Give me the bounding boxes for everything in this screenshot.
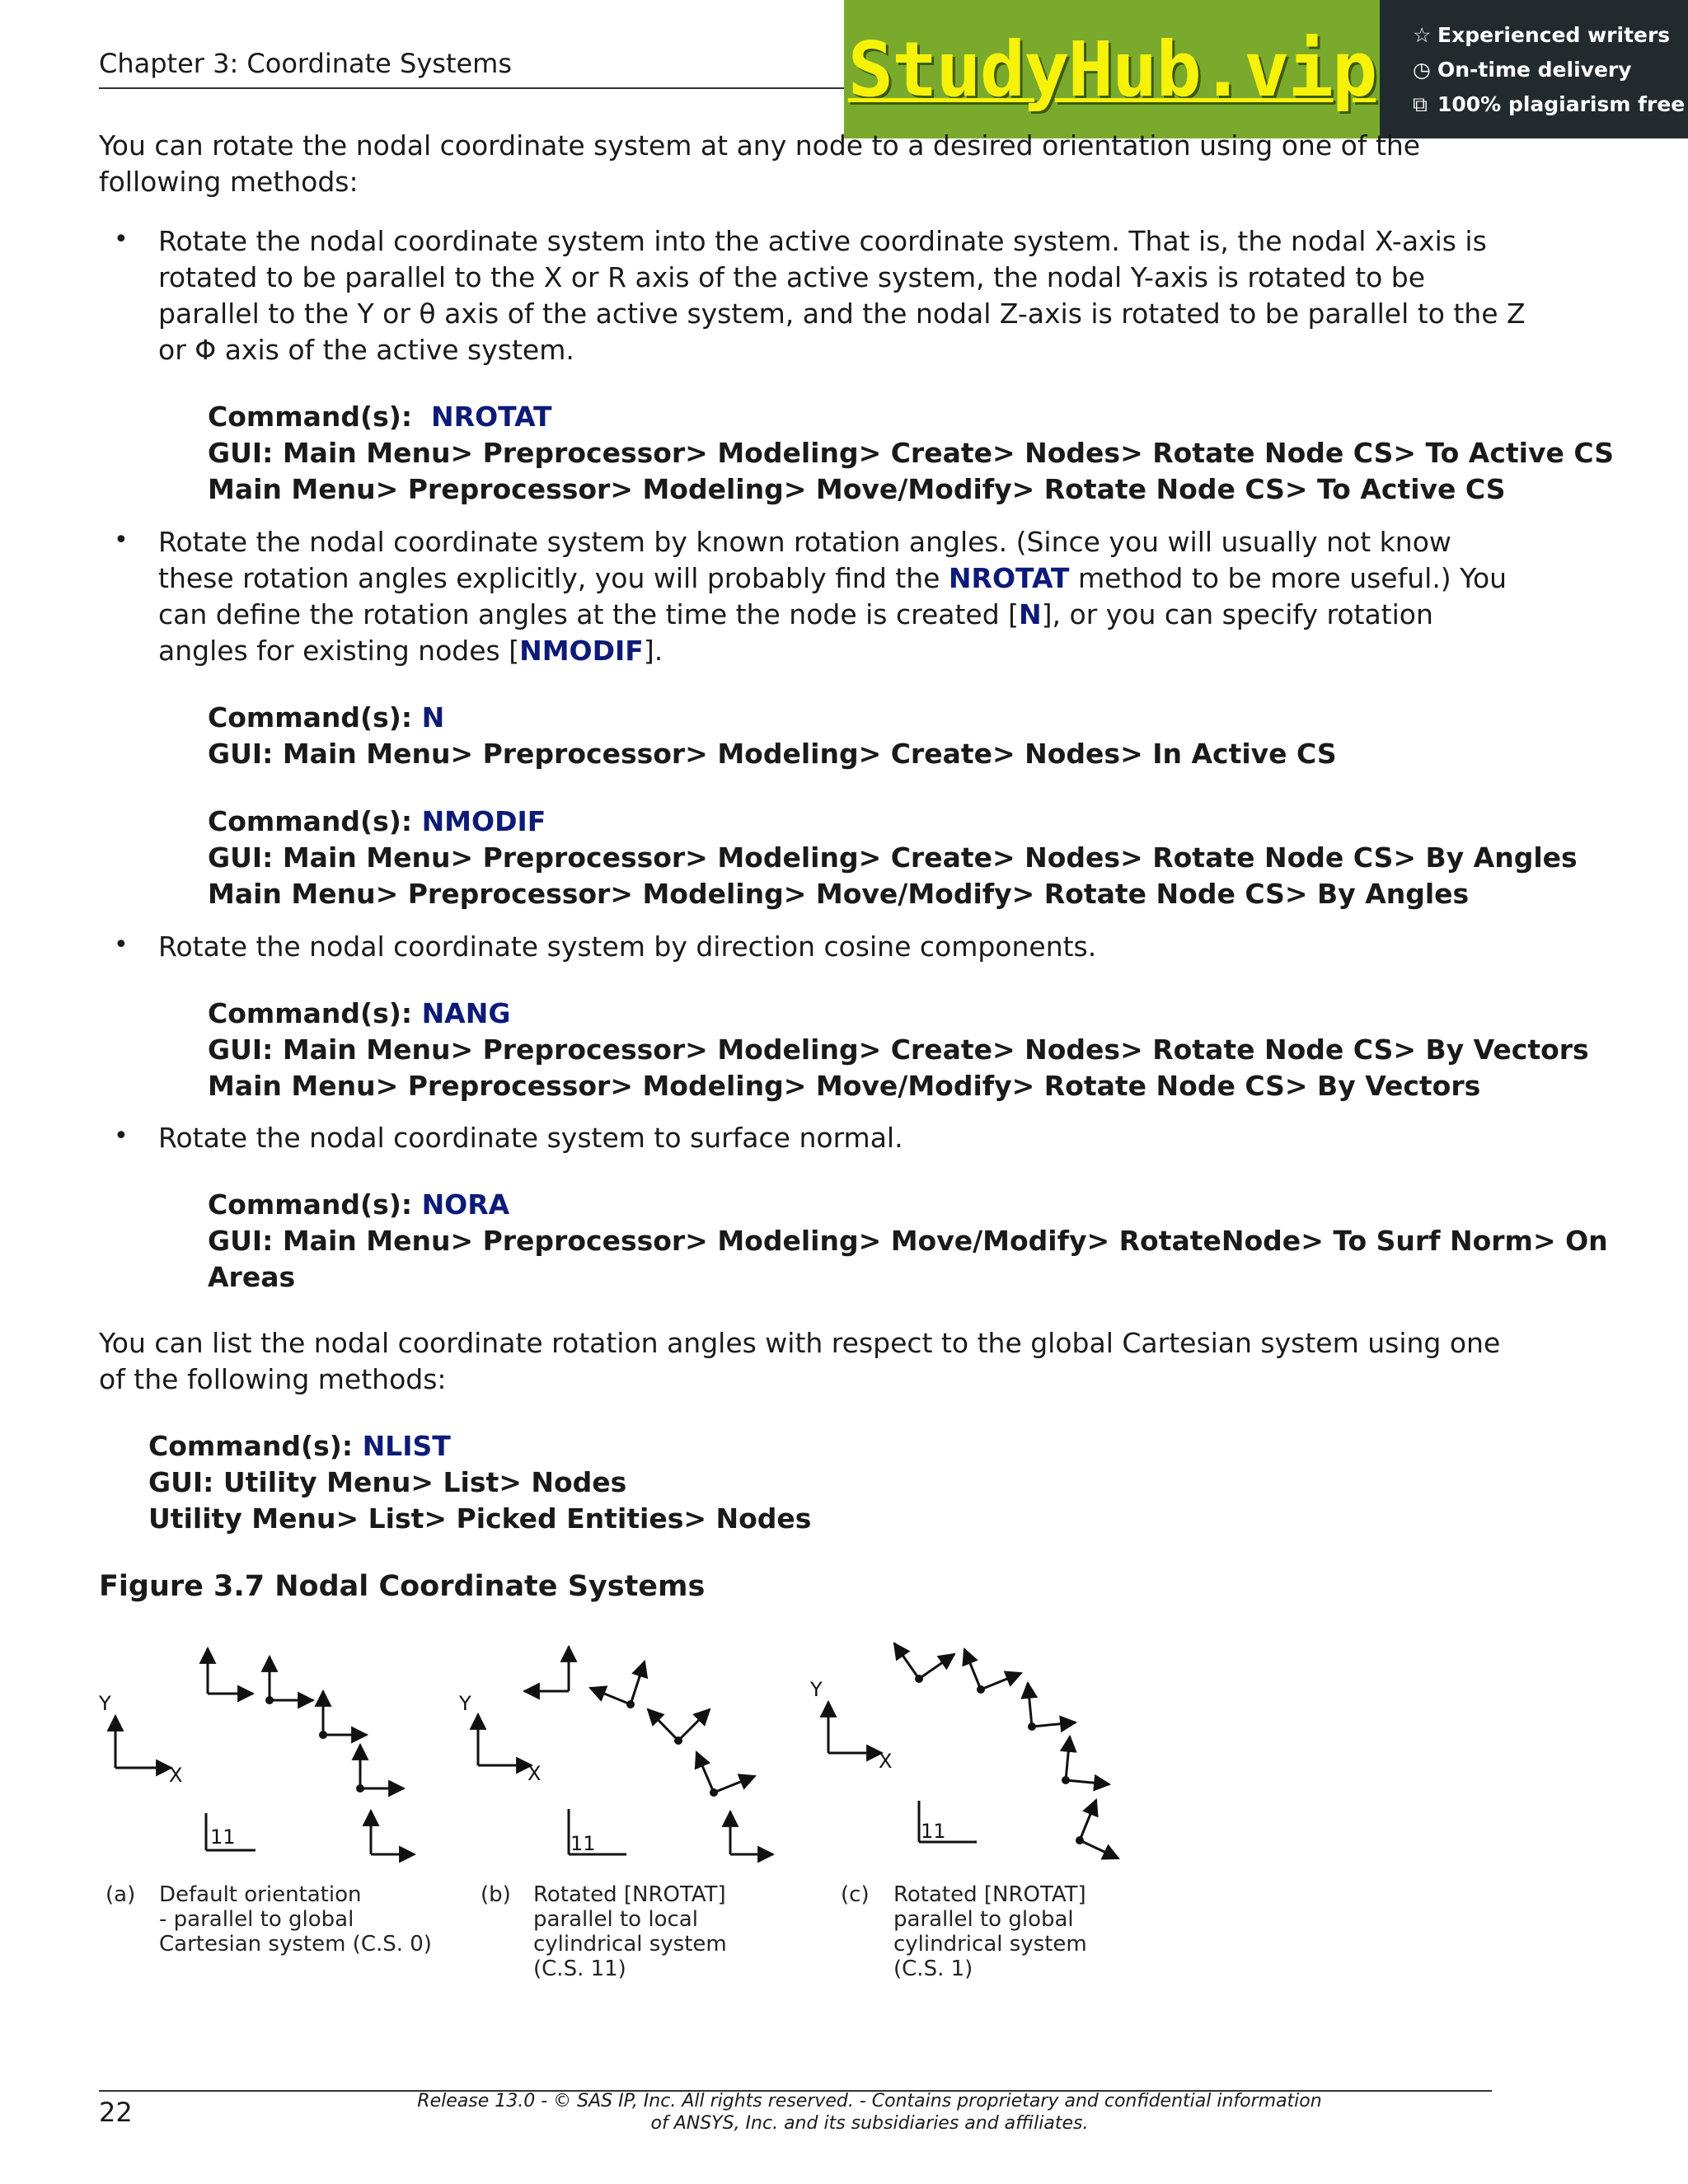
- badge-delivery: ◷ On-time delivery: [1413, 58, 1632, 82]
- caption-tag: (c): [841, 1882, 870, 1907]
- bullet-3-text: Rotate the nodal coordinate system by direction cosine components.: [158, 930, 1097, 963]
- gui-path: GUI: Main Menu> Preprocessor> Modeling> Create> Nodes> Rotate Node CS> By Vectors: [208, 1033, 1589, 1066]
- caption-line: (C.S. 1): [893, 1957, 973, 1981]
- star-icon: ☆: [1413, 23, 1432, 47]
- cs-label: 11: [210, 1825, 236, 1849]
- bullet-4-text: Rotate the nodal coordinate system to surface normal.: [158, 1122, 903, 1154]
- copy-icon: ⧉: [1413, 92, 1428, 116]
- bullet-marker: •: [114, 1122, 129, 1151]
- command-line: Command(s): NANG: [208, 997, 511, 1029]
- node-dots: [265, 1675, 1084, 1844]
- axis-label-y: Y: [459, 1692, 471, 1715]
- gui-path: Utility Menu> List> Picked Entities> Nodes: [148, 1502, 812, 1535]
- ad-banner[interactable]: [844, 0, 1688, 138]
- command-link-nlist[interactable]: NLIST: [362, 1430, 451, 1462]
- chapter-title: Chapter 3: Coordinate Systems: [99, 48, 513, 79]
- caption-line: cylindrical system: [533, 1932, 727, 1957]
- gui-path: Main Menu> Preprocessor> Modeling> Move/Modify> Rotate Node CS> To Active CS: [208, 473, 1506, 505]
- command-link-nmodif[interactable]: NMODIF: [421, 805, 546, 837]
- command-line: Command(s): NLIST: [148, 1430, 451, 1462]
- global-axes-c: [828, 1702, 977, 1842]
- caption-line: cylindrical system: [893, 1932, 1087, 1957]
- nodal-triads-b: [524, 1647, 773, 1854]
- bullet-marker: •: [114, 930, 129, 959]
- figure-title: Figure 3.7 Nodal Coordinate Systems: [99, 1570, 706, 1603]
- cs-label: 11: [921, 1820, 946, 1843]
- local-axes-b: [478, 1714, 626, 1854]
- nodal-triads-a: [208, 1648, 415, 1854]
- nodal-coordinate-figure: [0, 1615, 1688, 1994]
- studyhub-logo[interactable]: StudyHub.vip: [847, 25, 1376, 114]
- clock-icon: ◷: [1413, 58, 1431, 82]
- bullet-2-text: Rotate the nodal coordinate system by known rotation angles. (Since you will usually not know these rotation angles explicitly, you will probably find the NROTAT method to be more useful.) You can define the rotation angles at the time the node is created [N], or you can specify rotation angles for existing nodes [NMODIF].: [158, 526, 1507, 667]
- command-link-nang[interactable]: NANG: [421, 997, 511, 1029]
- gui-path: GUI: Main Menu> Preprocessor> Modeling> Create> Nodes> Rotate Node CS> By Angles: [208, 841, 1578, 874]
- command-line: Command(s): N: [208, 701, 445, 733]
- gui-path: GUI: Main Menu> Preprocessor> Modeling> Create> Nodes> In Active CS: [208, 738, 1337, 770]
- gui-path: Main Menu> Preprocessor> Modeling> Move/Modify> Rotate Node CS> By Angles: [208, 878, 1470, 910]
- command-link-nora[interactable]: NORA: [421, 1188, 510, 1221]
- command-line: Command(s): NORA: [208, 1188, 510, 1221]
- gui-path: Main Menu> Preprocessor> Modeling> Move/Modify> Rotate Node CS> By Vectors: [208, 1070, 1481, 1102]
- axis-label-y: Y: [810, 1678, 823, 1701]
- caption-line: Cartesian system (C.S. 0): [159, 1932, 432, 1957]
- inline-link-nmodif[interactable]: NMODIF: [519, 635, 644, 667]
- badge-plagiarism: ⧉ 100% plagiarism free: [1413, 92, 1686, 116]
- command-link-n[interactable]: N: [421, 701, 445, 733]
- caption-line: Rotated [NROTAT]: [893, 1882, 1086, 1907]
- caption-line: Default orientation: [159, 1882, 362, 1907]
- command-line: Command(s): NMODIF: [208, 805, 546, 837]
- intro-paragraph: You can rotate the nodal coordinate system at any node to a desired orientation using one of the following methods:: [99, 129, 1421, 198]
- badge-experienced: ☆ Experienced writers: [1413, 23, 1671, 47]
- copyright-notice: Release 13.0 - © SAS IP, Inc. All rights reserved. - Contains proprietary and confidential information of ANSYS, Inc. and its subsidiaries and affiliates.: [417, 2091, 1322, 2134]
- axis-label-x: X: [528, 1762, 542, 1785]
- axis-label-y: Y: [99, 1692, 111, 1715]
- caption-tag: (a): [106, 1882, 136, 1907]
- caption-line: - parallel to global: [159, 1907, 354, 1932]
- page-number: 22: [99, 2097, 133, 2128]
- gui-path: GUI: Utility Menu> List> Nodes: [148, 1466, 627, 1498]
- gui-path: GUI: Main Menu> Preprocessor> Modeling> Move/Modify> RotateNode> To Surf Norm> On: [208, 1225, 1608, 1257]
- cs-label: 11: [570, 1832, 596, 1855]
- command-line: Command(s): NROTAT: [208, 401, 552, 433]
- command-link-nrotat[interactable]: NROTAT: [431, 401, 552, 433]
- bullet-1-text: Rotate the nodal coordinate system into the active coordinate system. That is, the nodal X-axis is rotated to be parallel to the X or R axis of the active system, the nodal Y-axis is rotated to be parallel to the Y or θ axis of the active system, and the nodal Z-axis is rotated to be parallel to the Z or Φ axis of the active system.: [158, 225, 1526, 366]
- bullet-marker: •: [114, 526, 129, 555]
- banner-badges: [1380, 0, 1688, 138]
- axis-label-x: X: [879, 1750, 893, 1773]
- inline-link-n[interactable]: N: [1019, 598, 1042, 630]
- caption-line: (C.S. 11): [533, 1957, 626, 1981]
- list-paragraph: You can list the nodal coordinate rotation angles with respect to the global Cartesian system using one of the following methods:: [99, 1327, 1501, 1395]
- bullet-marker: •: [114, 225, 129, 254]
- banner-logo-area[interactable]: [844, 0, 1380, 138]
- inline-link-nrotat[interactable]: NROTAT: [948, 562, 1070, 594]
- caption-tag: (b): [481, 1882, 511, 1907]
- gui-path: Areas: [208, 1261, 296, 1293]
- caption-line: parallel to global: [893, 1907, 1074, 1932]
- axis-label-x: X: [169, 1764, 183, 1787]
- caption-line: Rotated [NROTAT]: [533, 1882, 726, 1907]
- gui-path: GUI: Main Menu> Preprocessor> Modeling> Create> Nodes> Rotate Node CS> To Active CS: [208, 437, 1614, 469]
- caption-line: parallel to local: [533, 1907, 698, 1932]
